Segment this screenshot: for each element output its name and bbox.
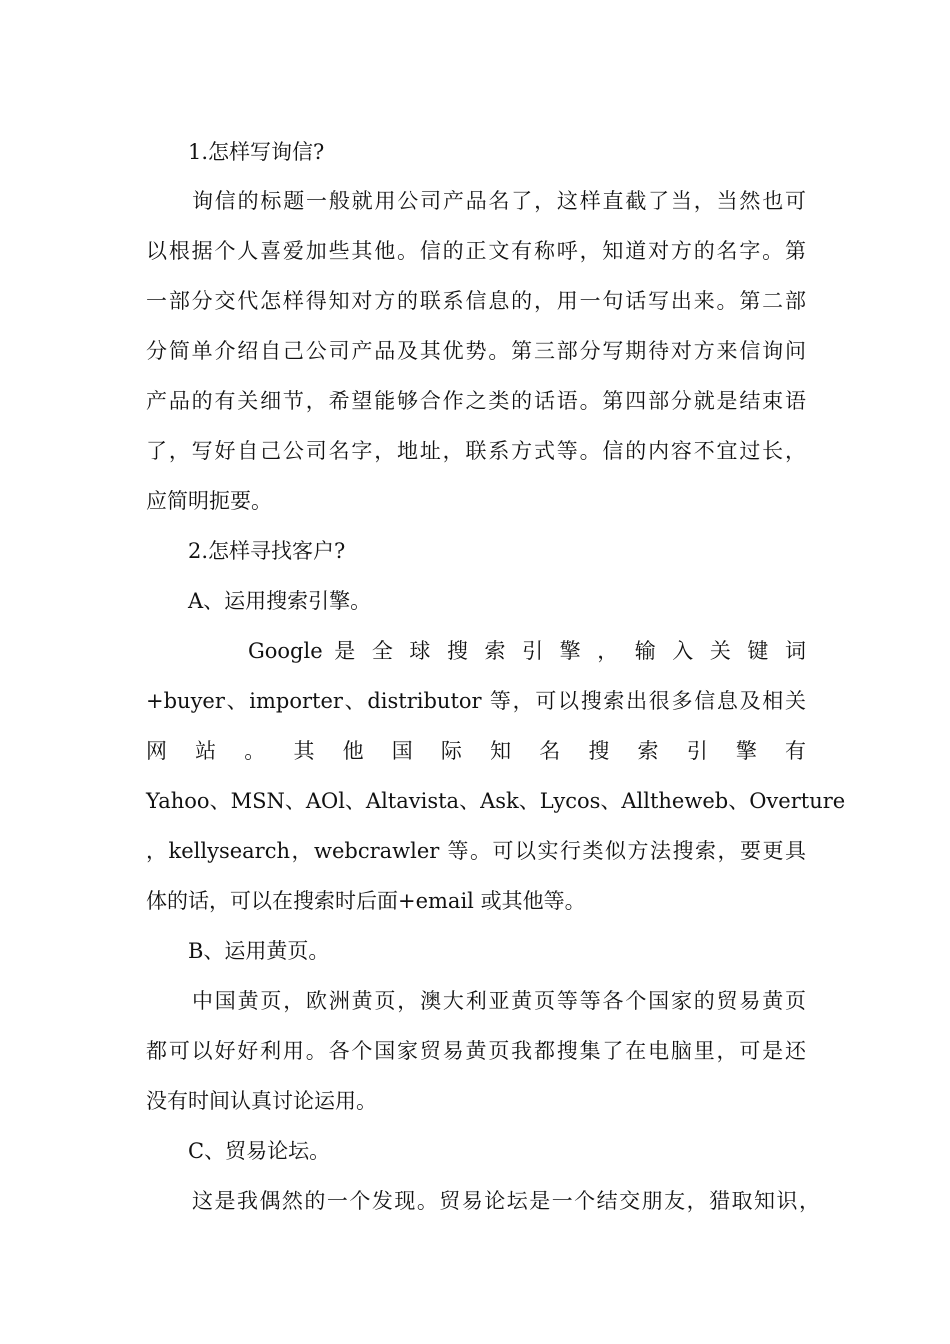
paragraph-line: 以根据个人喜爱加些其他。信的正文有称呼，知道对方的名字。第	[146, 239, 806, 263]
paragraph-line: 产品的有关细节，希望能够合作之类的话语。第四部分就是结束语	[146, 389, 806, 413]
paragraph-line: ，kellysearch，webcrawler 等。可以实行类似方法搜索，要更具	[146, 839, 806, 863]
paragraph-line: 中国黄页，欧洲黄页，澳大利亚黄页等等各个国家的贸易黄页	[192, 989, 806, 1013]
paragraph-line: 没有时间认真讨论运用。	[146, 1089, 377, 1113]
paragraph-line: 应简明扼要。	[146, 489, 272, 513]
paragraph-line: 了，写好自己公司名字，地址，联系方式等。信的内容不宜过长，	[146, 439, 806, 463]
section-heading-inquiry-letter: 1.怎样写询信?	[188, 140, 325, 164]
subheading-trade-forums: C、贸易论坛。	[188, 1139, 331, 1163]
paragraph-line: 都可以好好利用。各个国家贸易黄页我都搜集了在电脑里，可是还	[146, 1039, 806, 1063]
paragraph-line: 这是我偶然的一个发现。贸易论坛是一个结交朋友，猎取知识，	[192, 1189, 820, 1213]
subheading-search-engines: A、运用搜索引擎。	[188, 589, 372, 613]
paragraph-line: +buyer、importer、distributor 等，可以搜索出很多信息及相关	[146, 689, 806, 713]
paragraph-line: 网 站 。 其 他 国 际 知 名 搜 索 引 擎 有	[146, 739, 806, 763]
paragraph-line: 分简单介绍自己公司产品及其优势。第三部分写期待对方来信询问	[146, 339, 806, 363]
subheading-yellow-pages: B、运用黄页。	[188, 939, 330, 963]
paragraph-line: Yahoo、MSN、AOl、Altavista、Ask、Lycos、Alltheweb、Overture	[146, 789, 846, 813]
paragraph-line: 体的话，可以在搜索时后面+email 或其他等。	[146, 889, 586, 913]
section-heading-find-customers: 2.怎样寻找客户?	[188, 539, 346, 563]
paragraph-line: 询信的标题一般就用公司产品名了，这样直截了当，当然也可	[192, 189, 806, 213]
paragraph-line: Google 是 全 球 搜 索 引 擎 ， 输 入 关 键 词	[248, 639, 806, 663]
paragraph-line: 一部分交代怎样得知对方的联系信息的，用一句话写出来。第二部	[146, 289, 806, 313]
